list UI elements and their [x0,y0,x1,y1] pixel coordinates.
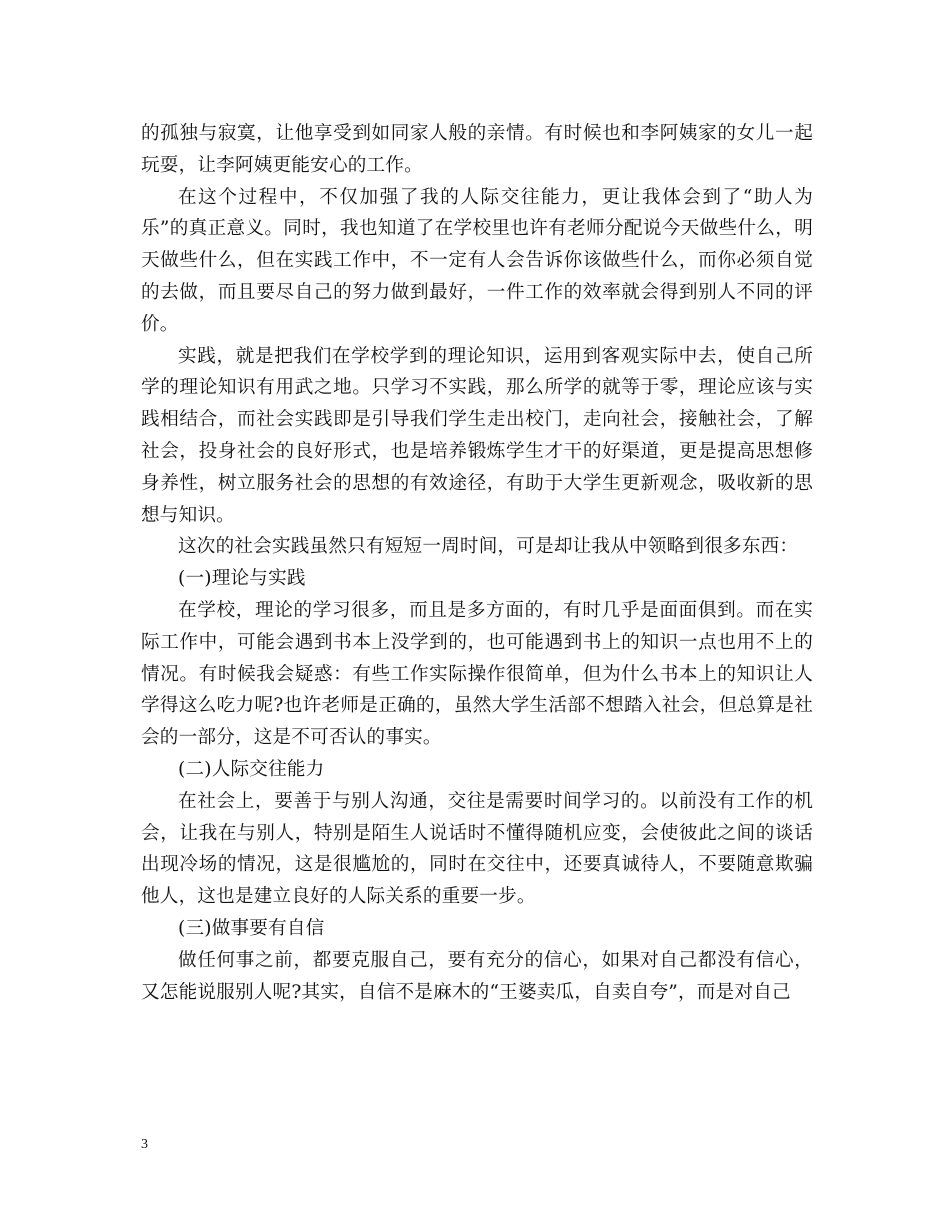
section-heading-confidence: (三)做事要有自信 [178,917,325,939]
paragraph-continuation: 的孤独与寂寞，让他享受到如同家人般的亲情。有时候也和李阿姨家的女儿一起玩耍，让李阿姨更能安心的工作。 [141,123,813,176]
paragraph-practice-meaning: 实践，就是把我们在学校学到的理论知识，运用到客观实际中去，使自己所学的理论知识有用武之地。只学习不实践，那么所学的就等于零，理论应该与实践相结合，而社会实践即是引导我们学生走出校门，走向社会，接触社会，了解社会，投身社会的良好形式，也是培养锻炼学生才干的好渠道，更是提高思想修身养性，树立服务社会的思想的有效途径，有助于大学生更新观念，吸收新的思想与知识。 [141,345,813,526]
section-heading-interpersonal: (二)人际交往能力 [178,758,325,780]
paragraph-summary-intro: 这次的社会实践虽然只有短短一周时间，可是却让我从中领略到很多东西： [178,536,799,558]
paragraph-theory-practice: 在学校，理论的学习很多，而且是多方面的，有时几乎是面面俱到。而在实际工作中，可能会遇到书本上没学到的，也可能遇到书上的知识一点也用不上的情况。有时候我会疑惑：有些工作实际操作很简单，但为什么书本上的知识让人学得这么吃力呢?也许老师是正确的，虽然大学生活部不想踏入社会，但总算是社会的一部分，这是不可否认的事实。 [141,599,813,749]
paragraph-helping-others: 在这个过程中，不仅加强了我的人际交往能力，更让我体会到了“助人为乐”的真正意义。同时，我也知道了在学校里也许有老师分配说今天做些什么，明天做些什么，但在实践工作中，不一定有人会告诉你该做些什么，而你必须自觉的去做，而且要尽自己的努力做到最好，一件工作的效率就会得到别人不同的评价。 [141,186,813,335]
document-body [141,118,813,1008]
paragraph-interpersonal: 在社会上，要善于与别人沟通，交往是需要时间学习的。以前没有工作的机会，让我在与别人，特别是陌生人说话时不懂得随机应变，会使彼此之间的谈话出现冷场的情况，这是很尴尬的，同时在交往中，还要真诚待人，不要随意欺骗他人，这也是建立良好的人际关系的重要一步。 [141,790,813,908]
paragraph-confidence: 做任何事之前，都要克服自己，要有充分的信心，如果对自己都没有信心，又怎能说服别人呢?其实，自信不是麻木的“王婆卖瓜，自卖自夸”，而是对自己 [141,949,813,1003]
section-heading-theory-practice: (一)理论与实践 [178,568,306,590]
page-number: 3 [141,1137,148,1152]
